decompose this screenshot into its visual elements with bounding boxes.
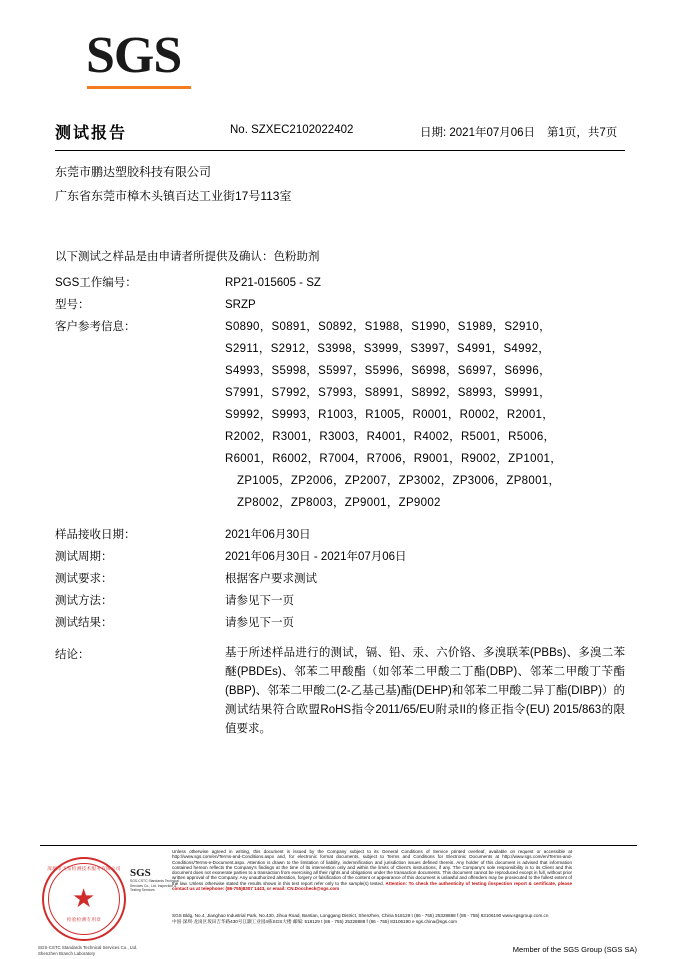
field-row-conclusion <box>55 644 625 739</box>
sample-intro: 以下测试之样品是由申请者所提供及确认：色粉助剂 <box>55 251 320 263</box>
sgs-footer-logo-subtitle: SGS-CSTC Standards Technical Services Co., Ltd. Inspection & Testing Services <box>130 879 179 893</box>
field-label-client-reference: 客户参考信息： <box>55 321 136 333</box>
field-value-test-period: 2021年06月30日 - 2021年07月06日 <box>225 551 407 563</box>
field-value-model: SRZP <box>225 299 256 311</box>
star-icon: ★ <box>72 883 96 913</box>
field-row-model <box>55 294 625 316</box>
footer-member-note: Member of the SGS Group (SGS SA) <box>512 945 637 954</box>
sgs-logo <box>86 28 196 90</box>
field-label-model: 型号： <box>55 299 90 311</box>
company-name: 东莞市鹏达塑胶科技有限公司 <box>55 165 212 179</box>
list-item: R2002，R3001，R3003，R4001，R4002，R5001，R5006， <box>225 431 556 443</box>
field-row-sample-received-date <box>55 524 625 546</box>
field-row-client-reference <box>55 316 625 514</box>
field-label-test-method: 测试方法： <box>55 595 113 607</box>
company-address: 广东省东莞市樟木头镇百达工业街17号113室 <box>55 189 292 203</box>
field-label-conclusion: 结论： <box>55 649 90 661</box>
seal-caption-line-1: SGS-CSTC Standards Technical Services Co., Ltd. <box>38 945 138 950</box>
field-value-conclusion: 基于所述样品进行的测试，镉、铅、汞、六价铬、多溴联苯(PBBs)、多溴二苯醚(PBDEs)、邻苯二甲酸酯（如邻苯二甲酸二丁酯(DBP)、邻苯二甲酸丁苄酯(BBP)、邻苯二甲酸二(2-乙基己基)酯(DEHP)和邻苯二甲酸二异丁酯(DIBP)）的测试结果符合欧盟RoHS指令2011/65/EU附录II的修正指令(EU) 2015/863的限值要求。 <box>225 647 625 735</box>
seal-bottom-text: 检验检测专用章 <box>66 917 102 922</box>
report-fields <box>55 272 625 739</box>
sgs-footer-logo-text: SGS <box>130 867 151 879</box>
field-row-test-result <box>55 612 625 634</box>
report-date: 日期: 2021年07月06日 <box>420 127 536 139</box>
conclusion-spacer <box>55 634 625 644</box>
field-row-job-number <box>55 272 625 294</box>
page-footer <box>0 845 677 959</box>
legal-disclaimer-text: Unless otherwise agreed in writing, this document is issued by the Company subject to its General Conditions of Service printed overleaf, available on request or accessible at http://www.sgs.com/en/Terms-and-Conditions.aspx and, for electronic format documents, subject to Terms and Conditions for Electronic Documents at http://www.sgs.com/en/Terms-and-Conditions/Terms-e-Document.aspx. Attention is drawn to the limitation of liability, indemnification and jurisdiction issues defined therein. Any holder of this document is advised that information contained hereon reflects the Company's findings at the time of its intervention only and within the limits of Client's instructions, if any. The Company's sole responsibility is to its Client and this document does not exonerate parties to a transaction from exercising all their rights and obligations under the transaction documents. This document cannot be reproduced except in full, without prior written approval of the Company. Any unauthorized alteration, forgery or falsification of the content or appearance of this document is unlawful and offenders may be prosecuted to the fullest extent of the law. Unless otherwise stated the results shown in this test report refer only to the sample(s) tested. <box>172 849 572 886</box>
field-row-test-requirement <box>55 568 625 590</box>
field-row-test-method <box>55 590 625 612</box>
seal-top-text: 深圳市天鉴检测技术服务有限公司 <box>47 866 121 871</box>
list-item: ZP8002，ZP8003，ZP9001，ZP9002 <box>237 497 441 509</box>
field-label-job-number: SGS工作编号： <box>55 277 137 289</box>
list-item: S0890，S0891，S0892，S1988，S1990，S1989，S2910， <box>225 321 551 333</box>
field-label-test-requirement: 测试要求： <box>55 573 113 585</box>
page-title: 测试报告 <box>55 125 128 142</box>
sgs-logo-text: SGS <box>86 27 182 84</box>
list-item: S2911，S2912，S3998，S3999，S3997，S4991，S4992， <box>225 343 551 355</box>
sgs-logo-underline <box>87 86 191 89</box>
company-seal-stamp <box>38 857 138 956</box>
footer-address <box>172 913 632 926</box>
list-item: ZP1005，ZP2006，ZP2007，ZP3002，ZP3006，ZP8001， <box>237 475 561 487</box>
list-item: S4993，S5998，S5997，S5996，S6998，S6997，S6996， <box>225 365 551 377</box>
legal-disclaimer <box>172 849 572 891</box>
field-value-test-method: 请参见下一页 <box>225 595 294 607</box>
list-item: S7991，S7992，S7993，S8991，S8992，S8993，S9991， <box>225 387 551 399</box>
legal-attention-text: Attention: To check the authenticity of testing /inspection report & certificate, please contact us at telephone: (86-755)8307 1443, or email: CN.Doccheck@sgs.com <box>172 880 573 892</box>
field-value-sample-received-date: 2021年06月30日 <box>225 529 311 541</box>
field-row-test-period <box>55 546 625 568</box>
client-reference-list <box>225 316 625 514</box>
footer-address-line-cn: 中国·深圳·龙岗区坂田吉华路430号江灏工业园4栋SGS大楼 邮编: 518129 t (86 - 755) 25328888 f (86 - 755) 83106190 e sgs.china@sgs.com <box>172 919 457 925</box>
seal-caption-line-2: Shenzhen Branch Laboratory <box>38 951 96 956</box>
field-label-test-result: 测试结果： <box>55 617 113 629</box>
report-number: No. SZXEC2102022402 <box>230 124 354 136</box>
list-item: S9992，S9993，R1003，R1005，R0001，R0002，R2001， <box>225 409 555 421</box>
sgs-footer-logo <box>130 867 179 915</box>
field-value-test-result: 请参见下一页 <box>225 617 294 629</box>
field-value-test-requirement: 根据客户要求测试 <box>225 573 317 585</box>
field-label-sample-received-date: 样品接收日期： <box>55 529 136 541</box>
footer-address-line-en: SGS Bldg, No.4, Jianghao Industrial Park, No.430, Jihua Road, Bantian, Longgang District, Shenzhen, China 518129 t (86 - 755) 25328888 f (86 - 755) 83106190 www.sgsgroup.com.cn <box>172 913 549 918</box>
footer-divider <box>40 845 637 846</box>
seal-caption <box>38 945 158 957</box>
field-value-job-number: RP21-015605 - SZ <box>225 277 321 289</box>
header-divider <box>55 150 625 151</box>
fields-spacer <box>55 514 625 524</box>
list-item: R6001，R6002，R7004，R7006，R9001，R9002，ZP1001， <box>225 453 563 465</box>
page-indicator: 第1页，共7页 <box>547 127 618 139</box>
field-label-test-period: 测试周期： <box>55 551 113 563</box>
report-header-row <box>55 120 625 144</box>
